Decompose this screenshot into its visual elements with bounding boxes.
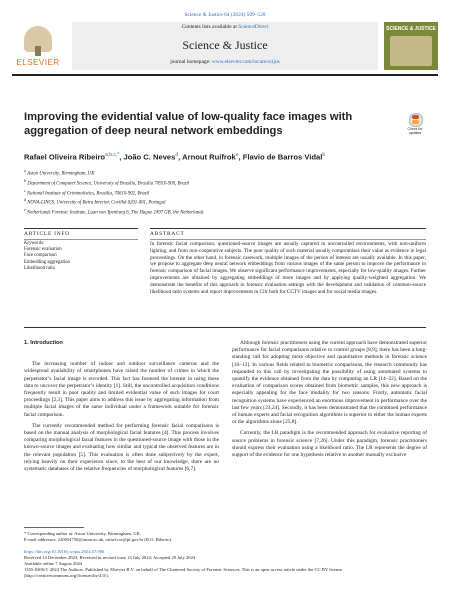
keyword-item: Forensic evaluation	[24, 247, 62, 253]
footer-dates: Received 14 December 2023; Received in revised form 13 July 2024; Accepted 29 July 2024	[24, 555, 196, 560]
author-name[interactable]: Flavio de Barros Vidal	[242, 152, 323, 162]
affiliation-text: National Institute of Criminalistics, Brasília, 70610-902, Brazil	[26, 191, 150, 197]
footer-online-date: Available online 7 August 2024	[24, 561, 83, 566]
affiliation-item	[24, 168, 424, 178]
homepage-prefix: journal homepage:	[170, 59, 212, 65]
affiliation-text: Aston University, Birmingham, UK	[27, 171, 95, 177]
article-info-heading: ARTICLE INFO	[24, 231, 70, 237]
keyword-item: Face comparison	[24, 253, 57, 259]
author-name[interactable]: Arnout Ruifrok	[182, 152, 236, 162]
cover-image	[390, 36, 432, 66]
author-affil-marker[interactable]: b	[322, 152, 326, 158]
abstract-text: In forensic facial comparison, questioned-source images are usually captured in uncontrolled environments, with non-uniform lighting, and from non-cooperative subjects. The poor quality of such material usually compromises their value as evidence in legal proceedings. On the other hand, in forensic casework, multiple images of the person of interest are usually available. In this paper, we propose to aggregate deep neural network embeddings from various images of the same person to improve the performance in forensic comparison of facial images. We observe significant performance improvements, especially for low-quality images. Further improvements are obtained by aggregating embeddings of more images and by applying quality-weighted aggregation. We demonstrate the benefits of this approach in forensic evaluation settings with the development and validation of common-source likelihood ratio systems and report improvements in Cllr both for CCTV images and for social media images.	[150, 241, 426, 295]
contents-prefix: Contents lists available at	[181, 24, 239, 30]
crossmark-top-icon	[412, 115, 419, 119]
contents-line	[72, 24, 378, 30]
affiliation-marker: e	[24, 207, 26, 213]
affiliation-marker: d	[24, 197, 26, 203]
crossmark-bottom-icon	[412, 120, 419, 124]
keyword-item: Embedding aggregation	[24, 259, 70, 265]
footnote	[24, 531, 324, 543]
homepage-link[interactable]: www.elsevier.com/locate/scijus	[211, 59, 280, 65]
body-column-right	[232, 340, 427, 463]
body-paragraph: The increasing number of indoor and outdoor surveillance cameras and the widespread availability of smartphones have raised the number of crimes in which the perpetrator’s facial image is recorded. This fact has fostered the interest in using these data to uncover the perpetrator’s identity [1]. Still, the uncontrolled acquisition conditions frequently result in poor quality and limited evidential value of such images for court proceedings [2,3]. This paper aims to address this issue by aggregating information from multiple facial images of the same individual under a framework suitable for forensic facial comparison.	[24, 361, 219, 418]
elsevier-logo[interactable]	[12, 22, 64, 70]
section-heading: 1. Introduction	[24, 340, 63, 346]
article-title: Improving the evidential value of low-quality face images with aggregation of deep neural network embeddings	[24, 111, 353, 137]
keyword-item: Likelihood ratio	[24, 265, 56, 271]
author-affil-marker[interactable]: d	[175, 152, 179, 158]
affiliation-marker: c	[24, 187, 26, 193]
keyword-list	[24, 241, 138, 272]
journal-info-box	[72, 22, 378, 70]
author-name[interactable]: João C. Neves	[123, 152, 176, 162]
publisher-name: ELSEVIER	[16, 58, 60, 67]
header-divider	[12, 74, 438, 76]
footer-license: 1355-0306/© 2024 The Authors. Published by Elsevier B.V. on behalf of The Chartered Society of Forensic Sciences. This is an open access article under the CC BY license (http://creativecommons.org/licenses/by/4.0/).	[24, 567, 342, 578]
doi-link[interactable]: https://doi.org/10.1016/j.scijus.2024.07.006	[24, 549, 105, 554]
affiliation-marker: a	[24, 168, 26, 173]
article-footer	[24, 549, 426, 579]
journal-citation: Science & Justice 64 (2024) 509–520	[184, 12, 266, 18]
author-list: Rafael Oliveira Ribeiro$^{a,b,c,*}$, João C. Neves$^d$, Arnout Ruifrok$^e$, Flavio de Barros Vidal$^b$	[24, 152, 326, 162]
affiliation-item	[24, 207, 424, 217]
journal-header	[12, 22, 438, 70]
author-affil-marker[interactable]: e	[235, 152, 239, 158]
affiliation-text: Netherlands Forensic Institute, Laan van Ypenburg 6, The Hague 2497 GB, the Netherlands	[26, 210, 204, 216]
keywords-heading: Keywords:	[24, 241, 45, 246]
affiliation-item	[24, 188, 424, 198]
homepage-line	[72, 59, 378, 65]
affiliation-item	[24, 178, 424, 188]
tree-trunk-icon	[35, 46, 41, 56]
affiliation-text: Department of Computer Science, University of Brasília, Brasília 70910-900, Brazil	[27, 181, 190, 187]
author-affil-marker[interactable]: a,b,c,*	[105, 152, 120, 158]
footnote-line: * Corresponding author at: Aston University, Birmingham, UK.	[24, 531, 142, 536]
journal-cover[interactable]	[384, 22, 438, 70]
affiliation-list	[24, 168, 424, 217]
cover-title: SCIENCE & JUSTICE	[386, 26, 436, 32]
body-paragraph: The currently recommended method for performing forensic facial comparisons is based on the manual analysis of morphological facial features [4]. This process involves comparing morphological facial features in the questioned-source image with those in the known-source images and evaluating how similar and typical the observed features are in the relevant population [5]. This evaluation is often done subjectively by the expert, relying heavily on their experience since, to the best of our knowledge, there are no systematic databases of the relative frequencies of morphological features [6,7].	[24, 422, 219, 473]
author-name[interactable]: Rafael Oliveira Ribeiro	[24, 152, 106, 162]
crossmark-label: Check for updates	[407, 127, 423, 135]
sciencedirect-link[interactable]: ScienceDirect	[238, 24, 269, 30]
abstract-top-rule	[150, 228, 426, 229]
footnote-line[interactable]: E-mail addresses: 220054750@aston.ac.uk, rafael.ror@pf.gov.br (R.O. Ribeiro).	[24, 537, 173, 542]
body-paragraph: Although forensic practitioners using the current approach have demonstrated superior performance for facial comparisons relative to control groups [8,9], there has been a long-standing call for adopting more objective and quantitative methods in forensic science [10–13]. In various fields related to biometric comparisons, the research community has responded to this call by investigating the possibility of using automated systems to quantify the evidence obtained from the data by computing an LR [14–22]. Based on the evaluation of comparison scores obtained from biometric samples, this new approach is especially appealing for the face modality for two reasons. Firstly, automatic facial recognition systems have experienced an enormous improvement in performance over the last few years [23,24]. Secondly, it has been demonstrated that the combined performance of human experts and facial recognition algorithms is superior to either the human experts or the algorithms alone [25,8].	[232, 340, 427, 426]
abstract-heading: ABSTRACT	[150, 231, 185, 237]
affiliation-item	[24, 197, 424, 207]
article-info-top-rule	[24, 228, 138, 229]
affiliation-marker: b	[24, 177, 26, 183]
body-paragraph: Currently, the LR paradigm is the recommended approach for evaluative reporting of source problems in forensic science [7,26]. Under this paradigm, forensic practitioners should express their evaluation using a likelihood ratio. The LR represents the degree of support of the evidence for one hypothesis relative to another mutually exclusive	[232, 430, 427, 459]
crossmark-badge[interactable]	[406, 113, 424, 135]
body-column-left	[24, 340, 219, 477]
journal-title: Science & Justice	[182, 38, 268, 52]
affiliation-text: NOVA-LINCS, University of Beira Interior, Covilhã 6201-001, Portugal	[27, 200, 166, 206]
abstract-bottom-rule	[24, 327, 426, 328]
